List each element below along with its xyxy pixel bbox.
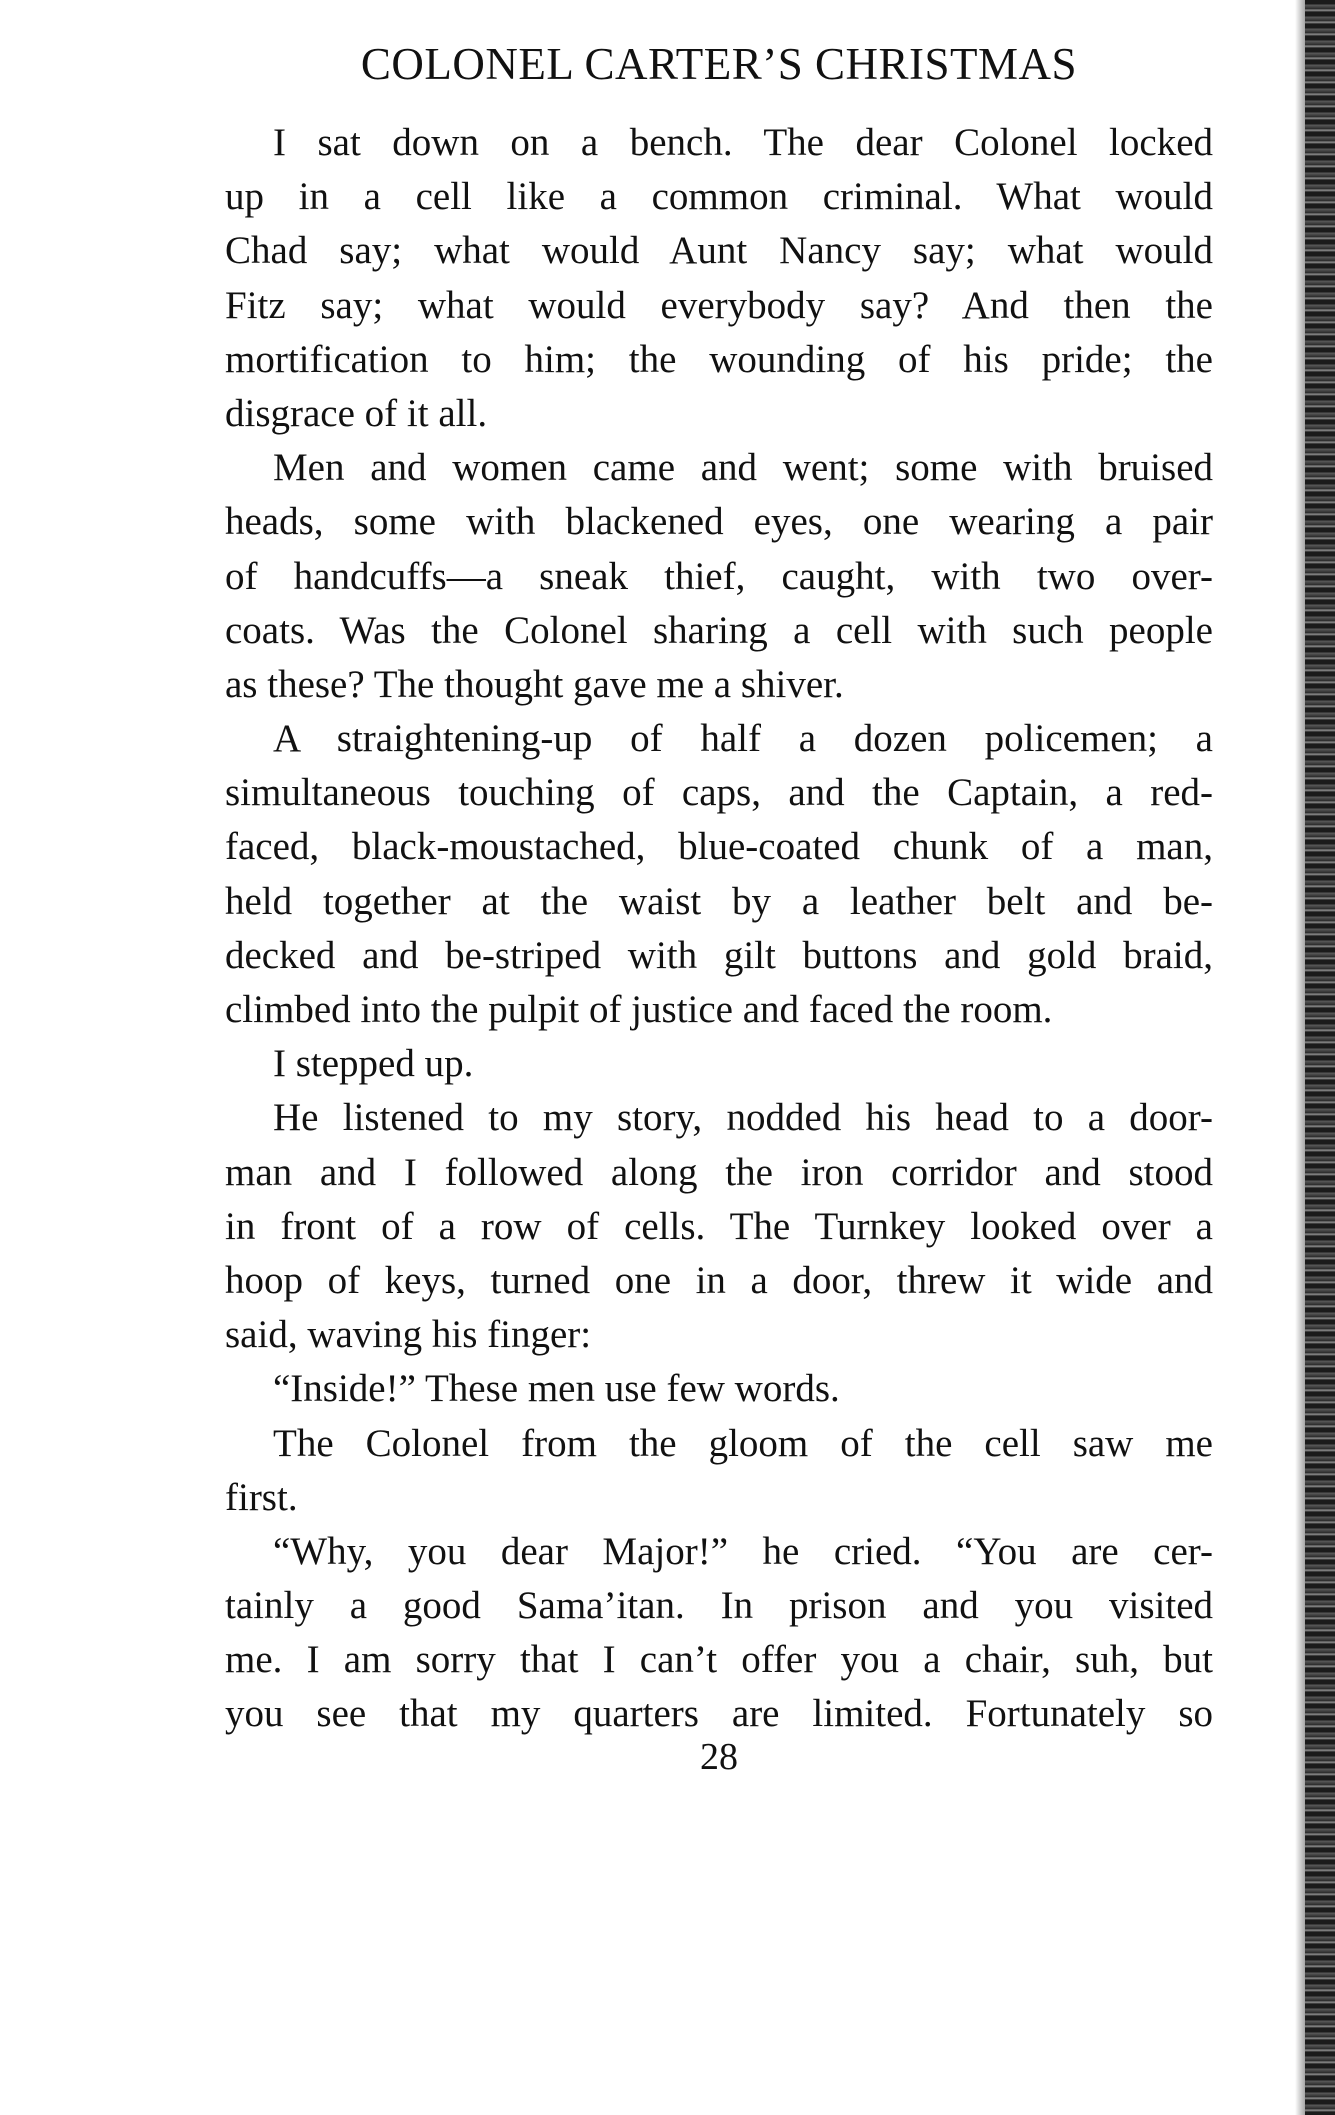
page-gutter-shadow	[1295, 0, 1305, 2115]
text-line: said, waving his finger:	[225, 1313, 592, 1357]
text-line: heads, some with blackened eyes, one wearing a pair	[225, 500, 1213, 544]
text-line: “Why, you dear Major!” he cried. “You are cer-	[273, 1529, 1213, 1573]
page-binding-edge	[1305, 0, 1335, 2115]
text-line: up in a cell like a common criminal. What would	[225, 175, 1213, 219]
text-line: held together at the waist by a leather belt and be-	[225, 879, 1213, 923]
text-line: faced, black-moustached, blue-coated chunk of a man,	[225, 825, 1213, 869]
text-line: mortification to him; the wounding of his pride; the	[225, 337, 1213, 381]
text-line: tainly a good Sama’itan. In prison and you visited	[225, 1584, 1213, 1628]
text-line: He listened to my story, nodded his head to a door-	[273, 1096, 1213, 1140]
running-head-title: COLONEL CARTER’S CHRISTMAS	[360, 39, 1078, 89]
text-line: The Colonel from the gloom of the cell saw me	[273, 1421, 1213, 1465]
text-line: Chad say; what would Aunt Nancy say; what would	[225, 229, 1213, 273]
text-line: Men and women came and went; some with bruised	[273, 446, 1213, 490]
text-line: man and I followed along the iron corridor and stood	[225, 1150, 1213, 1194]
text-line: climbed into the pulpit of justice and faced the room.	[225, 988, 1053, 1031]
text-line: coats. Was the Colonel sharing a cell with such people	[225, 608, 1213, 652]
page-number: 28	[700, 1736, 738, 1778]
text-line: I stepped up.	[273, 1042, 474, 1086]
text-line: simultaneous touching of caps, and the Captain, a red-	[225, 771, 1213, 815]
text-line: “Inside!” These men use few words.	[273, 1367, 840, 1411]
body-text	[225, 116, 1213, 1742]
text-line: Fitz say; what would everybody say? And then the	[225, 283, 1213, 327]
text-line: you see that my quarters are limited. Fortunately so	[225, 1692, 1213, 1736]
text-line: in front of a row of cells. The Turnkey looked over a	[225, 1204, 1213, 1248]
text-line: disgrace of it all.	[225, 391, 488, 435]
text-line: first.	[225, 1475, 298, 1519]
text-line: me. I am sorry that I can’t offer you a chair, suh, but	[225, 1638, 1213, 1682]
text-line: hoop of keys, turned one in a door, threw it wide and	[225, 1258, 1213, 1302]
text-line: as these? The thought gave me a shiver.	[225, 662, 844, 706]
text-line: A straightening-up of half a dozen policemen; a	[273, 717, 1213, 761]
text-line: decked and be-striped with gilt buttons and gold braid,	[225, 933, 1213, 977]
text-line: I sat down on a bench. The dear Colonel locked	[273, 121, 1213, 164]
text-line: of handcuffs—a sneak thief, caught, with two over-	[225, 554, 1213, 598]
